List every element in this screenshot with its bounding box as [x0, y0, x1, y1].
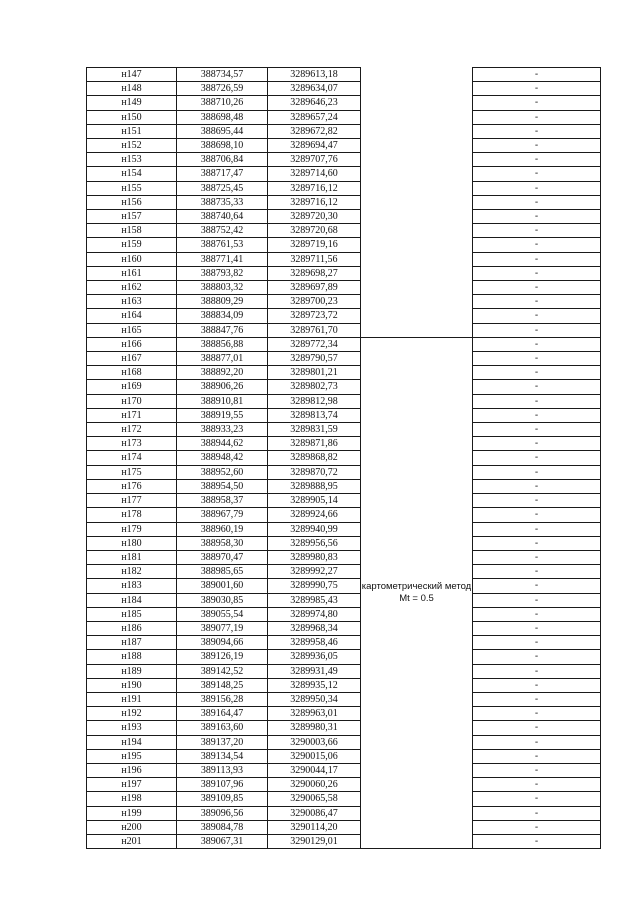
table-row — [87, 820, 601, 834]
error-cell: - — [473, 110, 601, 124]
y-coordinate-cell: 3289870,72 — [268, 465, 361, 479]
point-id-cell: н148 — [87, 82, 177, 96]
x-coordinate-cell: 389113,93 — [177, 763, 268, 777]
error-cell: - — [473, 692, 601, 706]
error-cell: - — [473, 82, 601, 96]
error-cell: - — [473, 479, 601, 493]
table-row — [87, 352, 601, 366]
error-cell: - — [473, 664, 601, 678]
y-coordinate-cell: 3290044,17 — [268, 763, 361, 777]
table-row — [87, 778, 601, 792]
error-cell: - — [473, 266, 601, 280]
table-row — [87, 295, 601, 309]
table-row — [87, 565, 601, 579]
y-coordinate-cell: 3289931,49 — [268, 664, 361, 678]
table-row — [87, 465, 601, 479]
y-coordinate-cell: 3289950,34 — [268, 692, 361, 706]
error-cell: - — [473, 707, 601, 721]
y-coordinate-cell: 3289697,89 — [268, 281, 361, 295]
table-row — [87, 380, 601, 394]
point-id-cell: н179 — [87, 522, 177, 536]
error-cell: - — [473, 749, 601, 763]
point-id-cell: н201 — [87, 834, 177, 848]
x-coordinate-cell: 388710,26 — [177, 96, 268, 110]
point-id-cell: н188 — [87, 650, 177, 664]
error-cell: - — [473, 380, 601, 394]
error-cell: - — [473, 621, 601, 635]
error-cell: - — [473, 238, 601, 252]
y-coordinate-cell: 3289963,01 — [268, 707, 361, 721]
y-coordinate-cell: 3289720,30 — [268, 210, 361, 224]
table-row — [87, 281, 601, 295]
table-row — [87, 337, 601, 351]
x-coordinate-cell: 388698,10 — [177, 139, 268, 153]
y-coordinate-cell: 3289657,24 — [268, 110, 361, 124]
error-cell: - — [473, 153, 601, 167]
point-id-cell: н158 — [87, 224, 177, 238]
y-coordinate-cell: 3289772,34 — [268, 337, 361, 351]
error-cell: - — [473, 68, 601, 82]
y-coordinate-cell: 3289716,12 — [268, 181, 361, 195]
point-id-cell: н171 — [87, 408, 177, 422]
table-row — [87, 266, 601, 280]
table-row — [87, 110, 601, 124]
table-row — [87, 678, 601, 692]
table-row — [87, 834, 601, 848]
method-cell-empty — [361, 68, 473, 338]
point-id-cell: н164 — [87, 309, 177, 323]
error-cell: - — [473, 366, 601, 380]
table-row — [87, 224, 601, 238]
y-coordinate-cell: 3289694,47 — [268, 139, 361, 153]
y-coordinate-cell: 3289761,70 — [268, 323, 361, 337]
error-cell: - — [473, 834, 601, 848]
x-coordinate-cell: 389109,85 — [177, 792, 268, 806]
point-id-cell: н174 — [87, 451, 177, 465]
table-row — [87, 238, 601, 252]
x-coordinate-cell: 389107,96 — [177, 778, 268, 792]
x-coordinate-cell: 388952,60 — [177, 465, 268, 479]
table-row — [87, 252, 601, 266]
point-id-cell: н190 — [87, 678, 177, 692]
point-id-cell: н185 — [87, 607, 177, 621]
error-cell: - — [473, 124, 601, 138]
table-row — [87, 394, 601, 408]
point-id-cell: н165 — [87, 323, 177, 337]
point-id-cell: н196 — [87, 763, 177, 777]
x-coordinate-cell: 388906,26 — [177, 380, 268, 394]
y-coordinate-cell: 3290129,01 — [268, 834, 361, 848]
error-cell: - — [473, 735, 601, 749]
table-row — [87, 195, 601, 209]
y-coordinate-cell: 3289980,31 — [268, 721, 361, 735]
table-row — [87, 593, 601, 607]
y-coordinate-cell: 3289813,74 — [268, 408, 361, 422]
x-coordinate-cell: 389084,78 — [177, 820, 268, 834]
x-coordinate-cell: 388740,64 — [177, 210, 268, 224]
point-id-cell: н195 — [87, 749, 177, 763]
point-id-cell: н156 — [87, 195, 177, 209]
x-coordinate-cell: 388958,30 — [177, 536, 268, 550]
coordinate-table — [86, 67, 601, 849]
x-coordinate-cell: 389134,54 — [177, 749, 268, 763]
x-coordinate-cell: 388958,37 — [177, 494, 268, 508]
error-cell: - — [473, 394, 601, 408]
point-id-cell: н178 — [87, 508, 177, 522]
x-coordinate-cell: 388856,88 — [177, 337, 268, 351]
table-row — [87, 96, 601, 110]
y-coordinate-cell: 3289646,23 — [268, 96, 361, 110]
y-coordinate-cell: 3289905,14 — [268, 494, 361, 508]
error-cell: - — [473, 607, 601, 621]
point-id-cell: н194 — [87, 735, 177, 749]
error-cell: - — [473, 408, 601, 422]
x-coordinate-cell: 388752,42 — [177, 224, 268, 238]
y-coordinate-cell: 3289924,66 — [268, 508, 361, 522]
y-coordinate-cell: 3289613,18 — [268, 68, 361, 82]
point-id-cell: н176 — [87, 479, 177, 493]
error-cell: - — [473, 494, 601, 508]
table-row — [87, 68, 601, 82]
error-cell: - — [473, 579, 601, 593]
point-id-cell: н177 — [87, 494, 177, 508]
point-id-cell: н186 — [87, 621, 177, 635]
error-cell: - — [473, 139, 601, 153]
table-row — [87, 721, 601, 735]
table-row — [87, 366, 601, 380]
point-id-cell: н154 — [87, 167, 177, 181]
y-coordinate-cell: 3289974,80 — [268, 607, 361, 621]
table-row — [87, 692, 601, 706]
point-id-cell: н173 — [87, 437, 177, 451]
y-coordinate-cell: 3289958,46 — [268, 636, 361, 650]
y-coordinate-cell: 3289790,57 — [268, 352, 361, 366]
error-cell: - — [473, 451, 601, 465]
y-coordinate-cell: 3289871,86 — [268, 437, 361, 451]
error-cell: - — [473, 522, 601, 536]
y-coordinate-cell: 3290003,66 — [268, 735, 361, 749]
x-coordinate-cell: 388967,79 — [177, 508, 268, 522]
y-coordinate-cell: 3289714,60 — [268, 167, 361, 181]
error-cell: - — [473, 295, 601, 309]
error-cell: - — [473, 678, 601, 692]
error-cell: - — [473, 437, 601, 451]
table-row — [87, 536, 601, 550]
point-id-cell: н149 — [87, 96, 177, 110]
point-id-cell: н152 — [87, 139, 177, 153]
error-cell: - — [473, 423, 601, 437]
point-id-cell: н183 — [87, 579, 177, 593]
y-coordinate-cell: 3289812,98 — [268, 394, 361, 408]
table-row — [87, 579, 601, 593]
y-coordinate-cell: 3289716,12 — [268, 195, 361, 209]
error-cell: - — [473, 508, 601, 522]
y-coordinate-cell: 3289719,16 — [268, 238, 361, 252]
table-row — [87, 508, 601, 522]
point-id-cell: н168 — [87, 366, 177, 380]
table-row — [87, 707, 601, 721]
point-id-cell: н155 — [87, 181, 177, 195]
error-cell: - — [473, 721, 601, 735]
coordinate-table-body — [87, 68, 601, 849]
table-row — [87, 749, 601, 763]
point-id-cell: н192 — [87, 707, 177, 721]
table-row — [87, 494, 601, 508]
point-id-cell: н187 — [87, 636, 177, 650]
point-id-cell: н160 — [87, 252, 177, 266]
x-coordinate-cell: 388698,48 — [177, 110, 268, 124]
y-coordinate-cell: 3289634,07 — [268, 82, 361, 96]
error-cell: - — [473, 195, 601, 209]
point-id-cell: н170 — [87, 394, 177, 408]
x-coordinate-cell: 388985,65 — [177, 565, 268, 579]
y-coordinate-cell: 3289936,05 — [268, 650, 361, 664]
error-cell: - — [473, 565, 601, 579]
x-coordinate-cell: 388761,53 — [177, 238, 268, 252]
point-id-cell: н151 — [87, 124, 177, 138]
x-coordinate-cell: 389094,66 — [177, 636, 268, 650]
point-id-cell: н180 — [87, 536, 177, 550]
x-coordinate-cell: 388933,23 — [177, 423, 268, 437]
point-id-cell: н163 — [87, 295, 177, 309]
point-id-cell: н197 — [87, 778, 177, 792]
table-row — [87, 437, 601, 451]
table-row — [87, 139, 601, 153]
y-coordinate-cell: 3289672,82 — [268, 124, 361, 138]
point-id-cell: н162 — [87, 281, 177, 295]
point-id-cell: н200 — [87, 820, 177, 834]
table-row — [87, 806, 601, 820]
y-coordinate-cell: 3289802,73 — [268, 380, 361, 394]
point-id-cell: н189 — [87, 664, 177, 678]
y-coordinate-cell: 3289985,43 — [268, 593, 361, 607]
y-coordinate-cell: 3289980,83 — [268, 550, 361, 564]
point-id-cell: н175 — [87, 465, 177, 479]
error-cell: - — [473, 763, 601, 777]
error-cell: - — [473, 778, 601, 792]
x-coordinate-cell: 388734,57 — [177, 68, 268, 82]
y-coordinate-cell: 3289990,75 — [268, 579, 361, 593]
y-coordinate-cell: 3289698,27 — [268, 266, 361, 280]
x-coordinate-cell: 389055,54 — [177, 607, 268, 621]
point-id-cell: н198 — [87, 792, 177, 806]
x-coordinate-cell: 388834,09 — [177, 309, 268, 323]
error-cell: - — [473, 636, 601, 650]
x-coordinate-cell: 389067,31 — [177, 834, 268, 848]
table-row — [87, 309, 601, 323]
point-id-cell: н193 — [87, 721, 177, 735]
error-cell: - — [473, 210, 601, 224]
x-coordinate-cell: 389001,60 — [177, 579, 268, 593]
x-coordinate-cell: 389126,19 — [177, 650, 268, 664]
x-coordinate-cell: 388726,59 — [177, 82, 268, 96]
table-row — [87, 323, 601, 337]
table-row — [87, 153, 601, 167]
x-coordinate-cell: 388948,42 — [177, 451, 268, 465]
point-id-cell: н147 — [87, 68, 177, 82]
x-coordinate-cell: 389077,19 — [177, 621, 268, 635]
x-coordinate-cell: 388809,29 — [177, 295, 268, 309]
x-coordinate-cell: 388771,41 — [177, 252, 268, 266]
y-coordinate-cell: 3290060,26 — [268, 778, 361, 792]
x-coordinate-cell: 388892,20 — [177, 366, 268, 380]
x-coordinate-cell: 389164,47 — [177, 707, 268, 721]
table-row — [87, 522, 601, 536]
y-coordinate-cell: 3289720,68 — [268, 224, 361, 238]
x-coordinate-cell: 388877,01 — [177, 352, 268, 366]
point-id-cell: н159 — [87, 238, 177, 252]
x-coordinate-cell: 388695,44 — [177, 124, 268, 138]
table-row — [87, 763, 601, 777]
table-row — [87, 167, 601, 181]
error-cell: - — [473, 252, 601, 266]
x-coordinate-cell: 388954,50 — [177, 479, 268, 493]
error-cell: - — [473, 806, 601, 820]
error-cell: - — [473, 550, 601, 564]
y-coordinate-cell: 3290114,20 — [268, 820, 361, 834]
y-coordinate-cell: 3289956,56 — [268, 536, 361, 550]
point-id-cell: н157 — [87, 210, 177, 224]
error-cell: - — [473, 224, 601, 238]
point-id-cell: н161 — [87, 266, 177, 280]
x-coordinate-cell: 388706,84 — [177, 153, 268, 167]
y-coordinate-cell: 3289711,56 — [268, 252, 361, 266]
y-coordinate-cell: 3289968,34 — [268, 621, 361, 635]
error-cell: - — [473, 593, 601, 607]
x-coordinate-cell: 388717,47 — [177, 167, 268, 181]
y-coordinate-cell: 3289831,59 — [268, 423, 361, 437]
coordinate-table-page — [86, 67, 600, 849]
table-row — [87, 636, 601, 650]
x-coordinate-cell: 389030,85 — [177, 593, 268, 607]
error-cell: - — [473, 337, 601, 351]
y-coordinate-cell: 3289888,95 — [268, 479, 361, 493]
error-cell: - — [473, 281, 601, 295]
point-id-cell: н199 — [87, 806, 177, 820]
x-coordinate-cell: 388944,62 — [177, 437, 268, 451]
y-coordinate-cell: 3290065,58 — [268, 792, 361, 806]
x-coordinate-cell: 388919,55 — [177, 408, 268, 422]
y-coordinate-cell: 3289700,23 — [268, 295, 361, 309]
y-coordinate-cell: 3289801,21 — [268, 366, 361, 380]
table-row — [87, 664, 601, 678]
y-coordinate-cell: 3289992,27 — [268, 565, 361, 579]
error-cell: - — [473, 650, 601, 664]
point-id-cell: н169 — [87, 380, 177, 394]
table-row — [87, 650, 601, 664]
y-coordinate-cell: 3289935,12 — [268, 678, 361, 692]
point-id-cell: н184 — [87, 593, 177, 607]
table-row — [87, 479, 601, 493]
x-coordinate-cell: 388725,45 — [177, 181, 268, 195]
table-row — [87, 451, 601, 465]
x-coordinate-cell: 388803,32 — [177, 281, 268, 295]
error-cell: - — [473, 536, 601, 550]
x-coordinate-cell: 389163,60 — [177, 721, 268, 735]
table-row — [87, 423, 601, 437]
x-coordinate-cell: 389148,25 — [177, 678, 268, 692]
table-row — [87, 124, 601, 138]
point-id-cell: н191 — [87, 692, 177, 706]
y-coordinate-cell: 3290015,06 — [268, 749, 361, 763]
y-coordinate-cell: 3289940,99 — [268, 522, 361, 536]
table-row — [87, 210, 601, 224]
point-id-cell: н182 — [87, 565, 177, 579]
point-id-cell: н150 — [87, 110, 177, 124]
error-cell: - — [473, 181, 601, 195]
table-row — [87, 550, 601, 564]
point-id-cell: н172 — [87, 423, 177, 437]
x-coordinate-cell: 389137,20 — [177, 735, 268, 749]
error-cell: - — [473, 792, 601, 806]
error-cell: - — [473, 820, 601, 834]
table-row — [87, 607, 601, 621]
x-coordinate-cell: 388960,19 — [177, 522, 268, 536]
table-row — [87, 621, 601, 635]
error-cell: - — [473, 352, 601, 366]
x-coordinate-cell: 388793,82 — [177, 266, 268, 280]
error-cell: - — [473, 465, 601, 479]
point-id-cell: н167 — [87, 352, 177, 366]
x-coordinate-cell: 389142,52 — [177, 664, 268, 678]
error-cell: - — [473, 96, 601, 110]
x-coordinate-cell: 389156,28 — [177, 692, 268, 706]
point-id-cell: н181 — [87, 550, 177, 564]
x-coordinate-cell: 388847,76 — [177, 323, 268, 337]
table-row — [87, 82, 601, 96]
table-row — [87, 735, 601, 749]
x-coordinate-cell: 389096,56 — [177, 806, 268, 820]
table-row — [87, 408, 601, 422]
measurement-method-cell: картометрический метод Mt = 0.5 — [361, 337, 473, 848]
point-id-cell: н153 — [87, 153, 177, 167]
point-id-cell: н166 — [87, 337, 177, 351]
table-row — [87, 181, 601, 195]
error-cell: - — [473, 323, 601, 337]
table-row — [87, 792, 601, 806]
error-cell: - — [473, 167, 601, 181]
x-coordinate-cell: 388735,33 — [177, 195, 268, 209]
x-coordinate-cell: 388910,81 — [177, 394, 268, 408]
error-cell: - — [473, 309, 601, 323]
y-coordinate-cell: 3290086,47 — [268, 806, 361, 820]
x-coordinate-cell: 388970,47 — [177, 550, 268, 564]
y-coordinate-cell: 3289868,82 — [268, 451, 361, 465]
y-coordinate-cell: 3289707,76 — [268, 153, 361, 167]
y-coordinate-cell: 3289723,72 — [268, 309, 361, 323]
